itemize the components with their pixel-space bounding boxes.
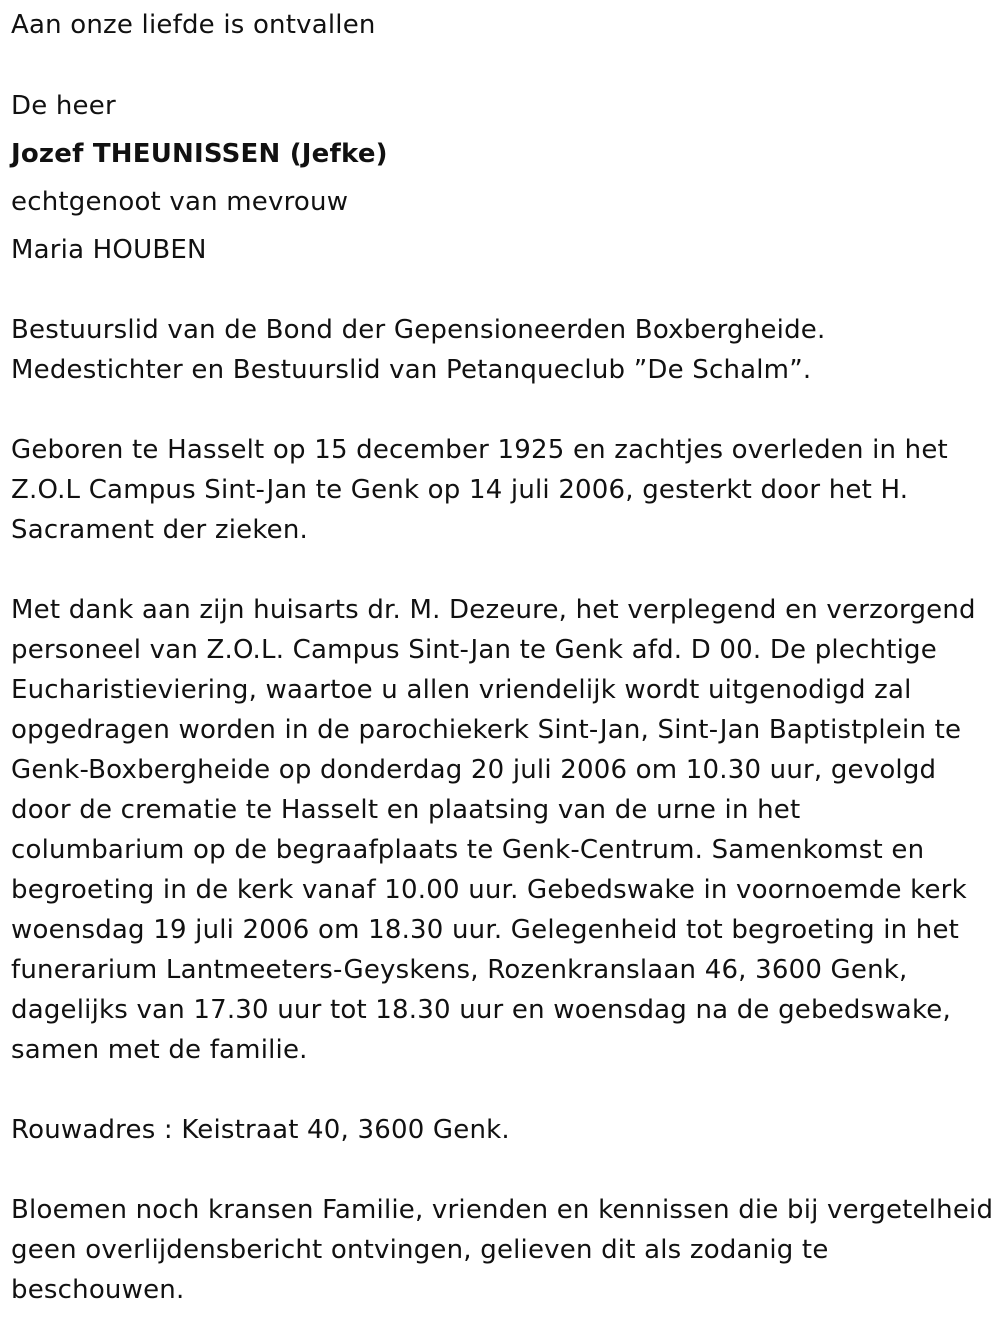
relation-text: echtgenoot van mevrouw [11,187,349,217]
closing-line: beschouwen. [11,1275,185,1305]
birth-death-line: Geboren te Hasselt op 15 december 1925 en zachtjes overleden in het [11,435,948,465]
ceremony-line: begroeting in de kerk vanaf 10.00 uur. Gebedswake in voornoemde kerk [11,875,967,905]
ceremony-line: funerarium Lantmeeters-Geyskens, Rozenkranslaan 46, 3600 Genk, [11,955,908,985]
ceremony-line: Met dank aan zijn huisarts dr. M. Dezeure, het verplegend en verzorgend [11,595,976,625]
ceremony-line: Eucharistieviering, waartoe u allen vriendelijk wordt uitgenodigd zal [11,675,912,705]
intro-text: Aan onze liefde is ontvallen [11,10,376,40]
closing-line: Bloemen noch kransen Familie, vrienden en kennissen die bij vergetelheid [11,1195,994,1225]
role-line: Bestuurslid van de Bond der Gepensioneerden Boxbergheide. [11,315,826,345]
ceremony-line: woensdag 19 juli 2006 om 18.30 uur. Gelegenheid tot begroeting in het [11,915,960,945]
ceremony-line: personeel van Z.O.L. Campus Sint-Jan te Genk afd. D 00. De plechtige [11,635,937,665]
ceremony-line: samen met de familie. [11,1035,308,1065]
ceremony-line: Genk-Boxbergheide op donderdag 20 juli 2006 om 10.30 uur, gevolgd [11,755,937,785]
ceremony-line: opgedragen worden in de parochiekerk Sint-Jan, Sint-Jan Baptistplein te [11,715,962,745]
ceremony-line: dagelijks van 17.30 uur tot 18.30 uur en woensdag na de gebedswake, [11,995,951,1025]
closing-line: geen overlijdensbericht ontvingen, gelieven dit als zodanig te [11,1235,829,1265]
deceased-name: Jozef THEUNISSEN (Jefke) [11,139,388,169]
mourning-address: Rouwadres : Keistraat 40, 3600 Genk. [11,1115,510,1145]
ceremony-line: columbarium op de begraafplaats te Genk-Centrum. Samenkomst en [11,835,925,865]
birth-death-line: Z.O.L Campus Sint-Jan te Genk op 14 juli 2006, gesterkt door het H. [11,475,909,505]
ceremony-line: door de crematie te Hasselt en plaatsing van de urne in het [11,795,801,825]
birth-death-line: Sacrament der zieken. [11,515,309,545]
salutation: De heer [11,91,116,121]
role-line: Medestichter en Bestuurslid van Petanqueclub ”De Schalm”. [11,355,812,385]
spouse-name: Maria HOUBEN [11,235,207,265]
